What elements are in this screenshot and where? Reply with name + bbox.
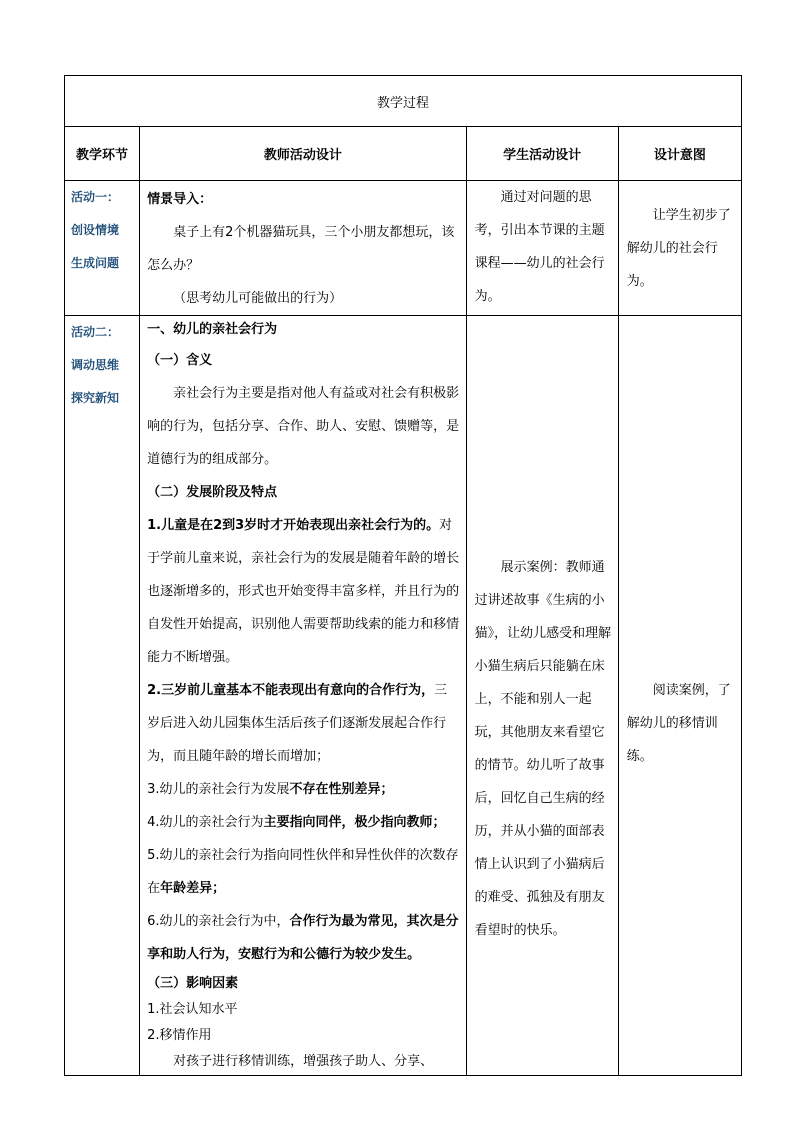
point-5-bold: 年龄差异； xyxy=(160,881,226,896)
stage-line: 调动思维 xyxy=(71,358,120,372)
table-row xyxy=(65,181,742,316)
stage-line: 活动二： xyxy=(71,325,120,339)
point-5-pre: 5.幼儿的亲社会行为指向同性伙伴和异性伙伴的次数存在 xyxy=(147,848,459,896)
stage-line: 创设情境 xyxy=(71,223,120,237)
teacher-heading: 情景导入： xyxy=(147,192,213,207)
point-3-bold: 不存在性别差异； xyxy=(289,782,394,797)
section-heading: 一、幼儿的亲社会行为 xyxy=(147,322,278,337)
point-4-pre: 4.幼儿的亲社会行为 xyxy=(147,815,264,830)
intent-cell-2 xyxy=(618,316,741,1076)
point-4 xyxy=(147,806,459,839)
stage-line: 生成问题 xyxy=(71,256,120,270)
spacer xyxy=(475,316,612,551)
point-2-text: 三岁后进入幼儿园集体生活后孩子们逐渐发展起合作行为，而且随年龄的增长而增加； xyxy=(147,683,448,764)
intent-text: 阅读案例，了解幼儿的移情训练。 xyxy=(626,683,731,764)
student-cell-2 xyxy=(466,316,618,1076)
factor-2-text: 对孩子进行移情训练，增强孩子助人、分享、 xyxy=(173,1054,434,1069)
point-2-bold: 2.三岁前儿童基本不能表现出有意向的合作行为， xyxy=(147,683,435,698)
lesson-process-table xyxy=(64,75,742,1076)
definition-text: 亲社会行为主要是指对他人有益或对社会有积极影响的行为，包括分享、合作、助人、安慰、馈赠等，是道德行为的组成部分。 xyxy=(147,386,460,467)
point-1-bold: 1.儿童是在2到3岁时才开始表现出亲社会行为的。 xyxy=(147,518,440,533)
table-row xyxy=(65,316,742,1076)
intent-cell-1: 让学生初步了解幼儿的社会行为。 xyxy=(618,181,741,316)
header-teacher: 教师活动设计 xyxy=(140,127,466,181)
teacher-cell-1 xyxy=(140,181,466,316)
stage-cell-2 xyxy=(65,316,140,1076)
spacer xyxy=(627,316,735,674)
stage-line: 活动一： xyxy=(71,190,120,204)
factor-1: 1.社会认知水平 xyxy=(147,1002,238,1017)
header-stage: 教学环节 xyxy=(65,127,140,181)
header-student: 学生活动设计 xyxy=(466,127,618,181)
point-6 xyxy=(147,905,459,971)
subheading-factors: （三）影响因素 xyxy=(147,976,239,991)
stage-line: 探究新知 xyxy=(71,391,120,405)
point-1-text: 对于学前儿童来说，亲社会行为的发展是随着年龄的增长也逐渐增多的，形式也开始变得丰富多样，并且行为的自发性开始提高，识别他人需要帮助线索的能力和移情能力不断增强。 xyxy=(147,518,460,665)
student-cell-1: 通过对问题的思考，引出本节课的主题课程——幼儿的社会行为。 xyxy=(466,181,618,316)
subheading-definition: （一）含义 xyxy=(147,353,213,368)
subheading-stages: （二）发展阶段及特点 xyxy=(147,485,278,500)
factor-2: 2.移情作用 xyxy=(147,1028,212,1043)
teacher-note: （思考幼儿可能做出的行为） xyxy=(173,291,343,306)
lesson-process-table-wrapper xyxy=(64,75,742,1076)
teacher-text: 桌子上有2个机器猫玩具，三个小朋友都想玩，该怎么办？ xyxy=(147,225,455,273)
point-5 xyxy=(147,839,459,905)
teacher-cell-2 xyxy=(140,316,466,1076)
stage-cell-1 xyxy=(65,181,140,316)
point-6-pre: 6.幼儿的亲社会行为中， xyxy=(147,914,290,929)
point-4-bold: 主要指向同伴，极少指向教师； xyxy=(263,815,446,830)
point-3-pre: 3.幼儿的亲社会行为发展 xyxy=(147,782,290,797)
header-intent: 设计意图 xyxy=(618,127,741,181)
point-1 xyxy=(147,509,459,674)
point-3 xyxy=(147,773,459,806)
point-2 xyxy=(147,674,459,773)
point-6-bold: 合作行为最为常见，其次是分享和助人行为，安慰行为和公德行为较少发生。 xyxy=(147,914,459,962)
student-text: 展示案例：教师通过讲述故事《生病的小猫》，让幼儿感受和理解小猫生病后只能躺在床上，不能和别人一起玩，其他朋友来看望它的情节。幼儿听了故事后，回忆自己生病的经历，并从小猫的面部表情上认识到了小猫病后的难受、孤独及有朋友看望时的快乐。 xyxy=(474,560,612,938)
table-title: 教学过程 xyxy=(65,76,742,127)
